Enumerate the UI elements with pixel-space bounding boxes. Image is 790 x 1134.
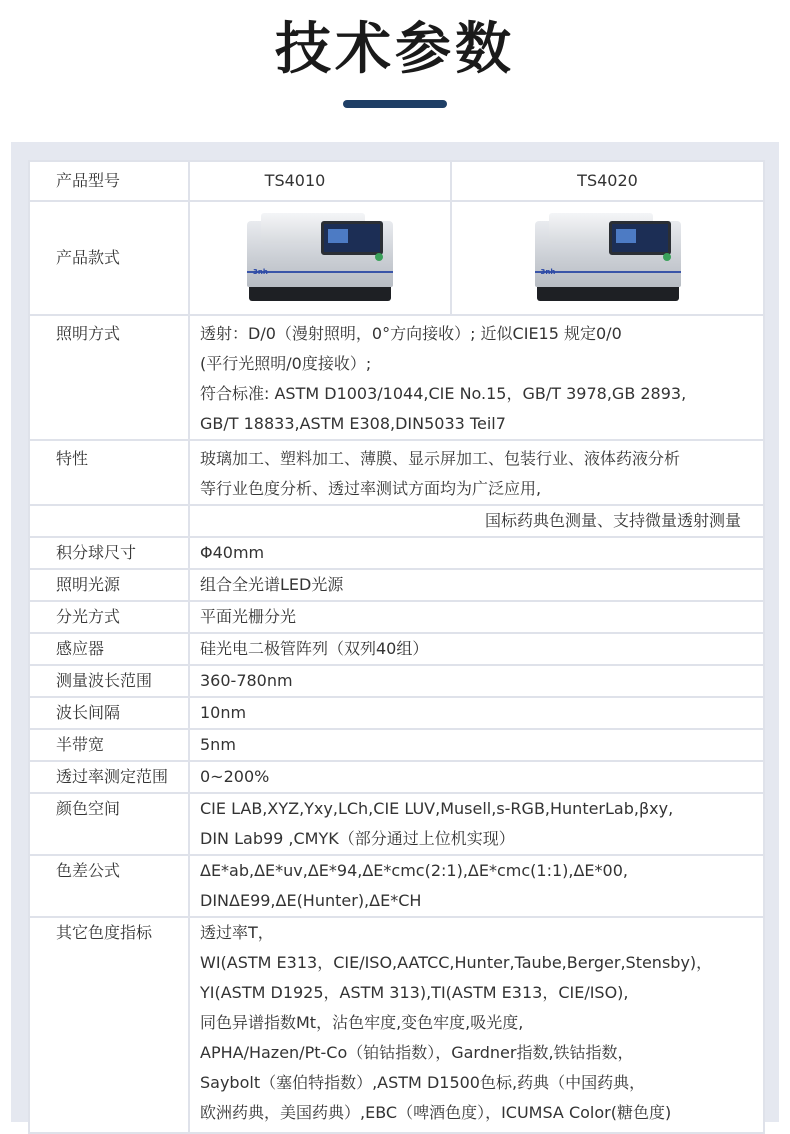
row-wavelength-interval (29, 697, 764, 729)
row-label: 测量波长范围 (29, 665, 189, 697)
spectrophotometer-image (247, 213, 393, 303)
header (0, 0, 790, 142)
row-transmittance-range (29, 761, 764, 793)
row-label: 颜色空间 (29, 793, 189, 855)
row-sensor (29, 633, 764, 665)
row-value: Φ40mm (189, 537, 764, 569)
row-illumination (29, 315, 764, 440)
title-underline (343, 100, 447, 108)
row-value: 10nm (189, 697, 764, 729)
row-value: 0~200% (189, 761, 764, 793)
row-value: 透过率T， WI(ASTM E313，CIE/ISO,AATCC,Hunter,Taube,Berger,Stensby)， YI(ASTM D1925，ASTM 313),TI(ASTM E313，CIE/ISO), 同色异谱指数Mt，沾色牢度,变色牢度,吸光度, APHA/Hazen/Pt-Co（铂钴指数），Gardner指数,铁钴指数， Saybolt（塞伯特指数）,ASTM D1500色标,药典（中国药典， 欧洲药典，美国药典）,EBC（啤酒色度），ICUMSA Color(糖色度) (189, 917, 764, 1133)
row-features-note (29, 505, 764, 537)
row-label: 产品款式 (29, 201, 189, 315)
row-label: 其它色度指标 (29, 917, 189, 1133)
features-note: 国标药典色测量、支持微量透射测量 (484, 511, 741, 530)
row-splitting (29, 601, 764, 633)
row-value: 硅光电二极管阵列（双列40组） (189, 633, 764, 665)
row-value: CIE LAB,XYZ,Yxy,LCh,CIE LUV,Musell,s-RGB,HunterLab,βxy, DIN Lab99 ,CMYK（部分通过上位机实现） (189, 793, 764, 855)
row-value: 360-780nm (189, 665, 764, 697)
brand-logo: 3nh (253, 268, 268, 276)
row-label: 特性 (29, 440, 189, 505)
row-value: 5nm (189, 729, 764, 761)
row-value: 组合全光谱LED光源 (189, 569, 764, 601)
row-label: 色差公式 (29, 855, 189, 917)
row-model (29, 161, 764, 201)
page-title: 技术参数 (275, 17, 515, 82)
row-style (29, 201, 764, 315)
row-other-indices (29, 917, 764, 1133)
row-features (29, 440, 764, 505)
brand-logo: 3nh (540, 268, 556, 276)
row-sphere (29, 537, 764, 569)
row-wavelength-range (29, 665, 764, 697)
product-image-ts4010 (189, 201, 451, 315)
row-label: 产品型号 (29, 161, 189, 201)
row-label: 感应器 (29, 633, 189, 665)
row-label: 透过率测定范围 (29, 761, 189, 793)
row-value: ΔE*ab,ΔE*uv,ΔE*94,ΔE*cmc(2:1),ΔE*cmc(1:1),ΔE*00, DINΔE99,ΔE(Hunter),ΔE*CH (189, 855, 764, 917)
row-label: 照明光源 (29, 569, 189, 601)
row-color-space (29, 793, 764, 855)
row-label: 半带宽 (29, 729, 189, 761)
product-image-ts4020 (451, 201, 764, 315)
row-label: 积分球尺寸 (29, 537, 189, 569)
model-ts4010: TS4010 (189, 161, 451, 201)
specs-table (28, 160, 765, 1134)
row-label: 照明方式 (29, 315, 189, 440)
spectrophotometer-image (535, 213, 681, 303)
row-light-source (29, 569, 764, 601)
row-half-bandwidth (29, 729, 764, 761)
row-value: 透射：D/0（漫射照明，0°方向接收）; 近似CIE15 规定0/0 (平行光照明/0度接收）; 符合标准: ASTM D1003/1044,CIE No.15，GB/T 3978,GB 2893, GB/T 18833,ASTM E308,DIN5033 Teil7 (189, 315, 764, 440)
row-value: 平面光栅分光 (189, 601, 764, 633)
row-color-diff (29, 855, 764, 917)
row-label: 波长间隔 (29, 697, 189, 729)
row-value (189, 505, 764, 537)
model-ts4020: TS4020 (451, 161, 764, 201)
row-label: 分光方式 (29, 601, 189, 633)
row-label-empty (29, 505, 189, 537)
row-value: 玻璃加工、塑料加工、薄膜、显示屏加工、包装行业、液体药液分析 等行业色度分析、透过率测试方面均为广泛应用, (189, 440, 764, 505)
